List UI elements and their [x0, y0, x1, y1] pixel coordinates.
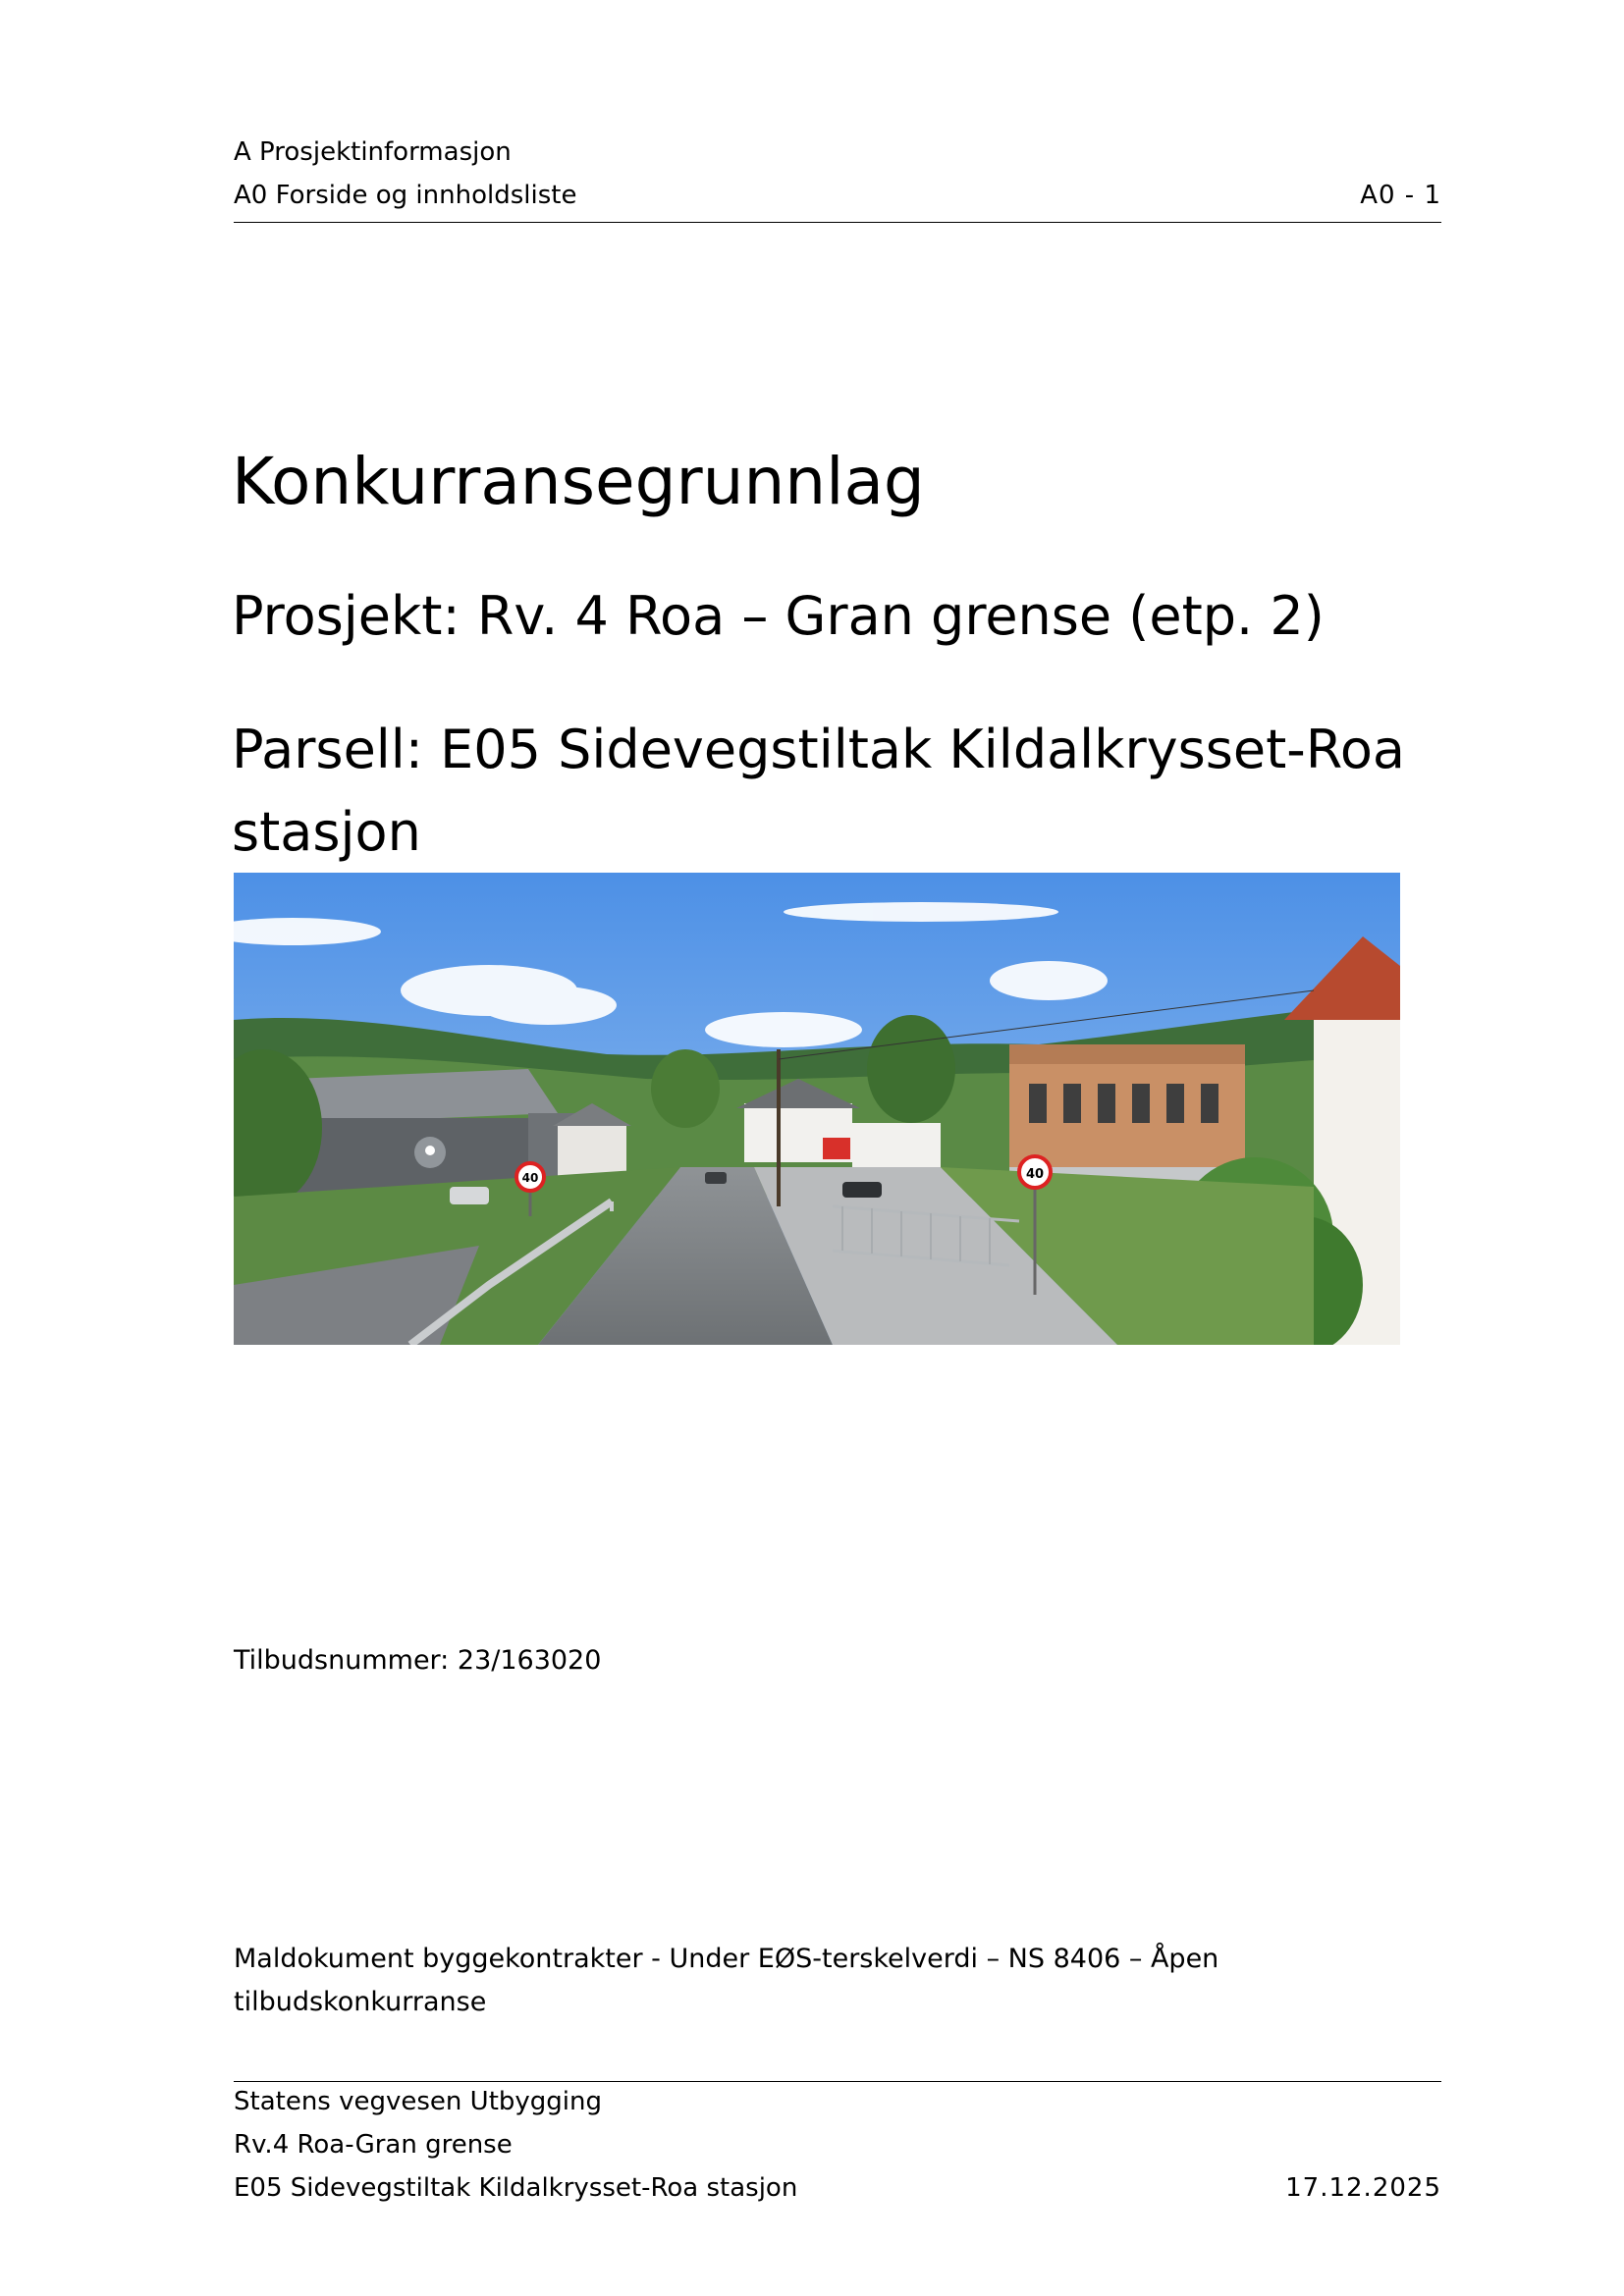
footer-org: Statens vegvesen Utbygging	[234, 2087, 602, 2116]
tender-number-label: Tilbudsnummer:	[234, 1645, 450, 1676]
tender-number	[234, 1645, 601, 1676]
document-title: Konkurransegrunnlag	[232, 444, 925, 519]
speed-sign-left-text: 40	[521, 1171, 539, 1185]
speed-sign-right-text: 40	[1025, 1167, 1045, 1182]
header-section: A Prosjektinformasjon	[234, 137, 512, 167]
project-title: Prosjekt: Rv. 4 Roa – Gran grense (etp. 2)	[232, 585, 1325, 647]
cover-photo	[234, 873, 1400, 1345]
header-page-ref: A0 - 1	[1360, 181, 1441, 210]
header-divider	[234, 222, 1441, 223]
template-note: Maldokument byggekontrakter - Under EØS-terskelverdi – NS 8406 – Åpen tilbudskonkurranse	[234, 1944, 1219, 2017]
tender-number-value: 23/163020	[457, 1645, 602, 1676]
footer-date: 17.12.2025	[1285, 2173, 1441, 2203]
footer-parsell: E05 Sidevegstiltak Kildalkrysset-Roa stasjon	[234, 2173, 798, 2203]
parsell-title: Parsell: E05 Sidevegstiltak Kildalkrysset-Roa stasjon	[232, 719, 1405, 863]
header-subsection: A0 Forside og innholdsliste	[234, 181, 577, 210]
footer-road: Rv.4 Roa-Gran grense	[234, 2130, 513, 2160]
footer-divider	[234, 2081, 1441, 2082]
